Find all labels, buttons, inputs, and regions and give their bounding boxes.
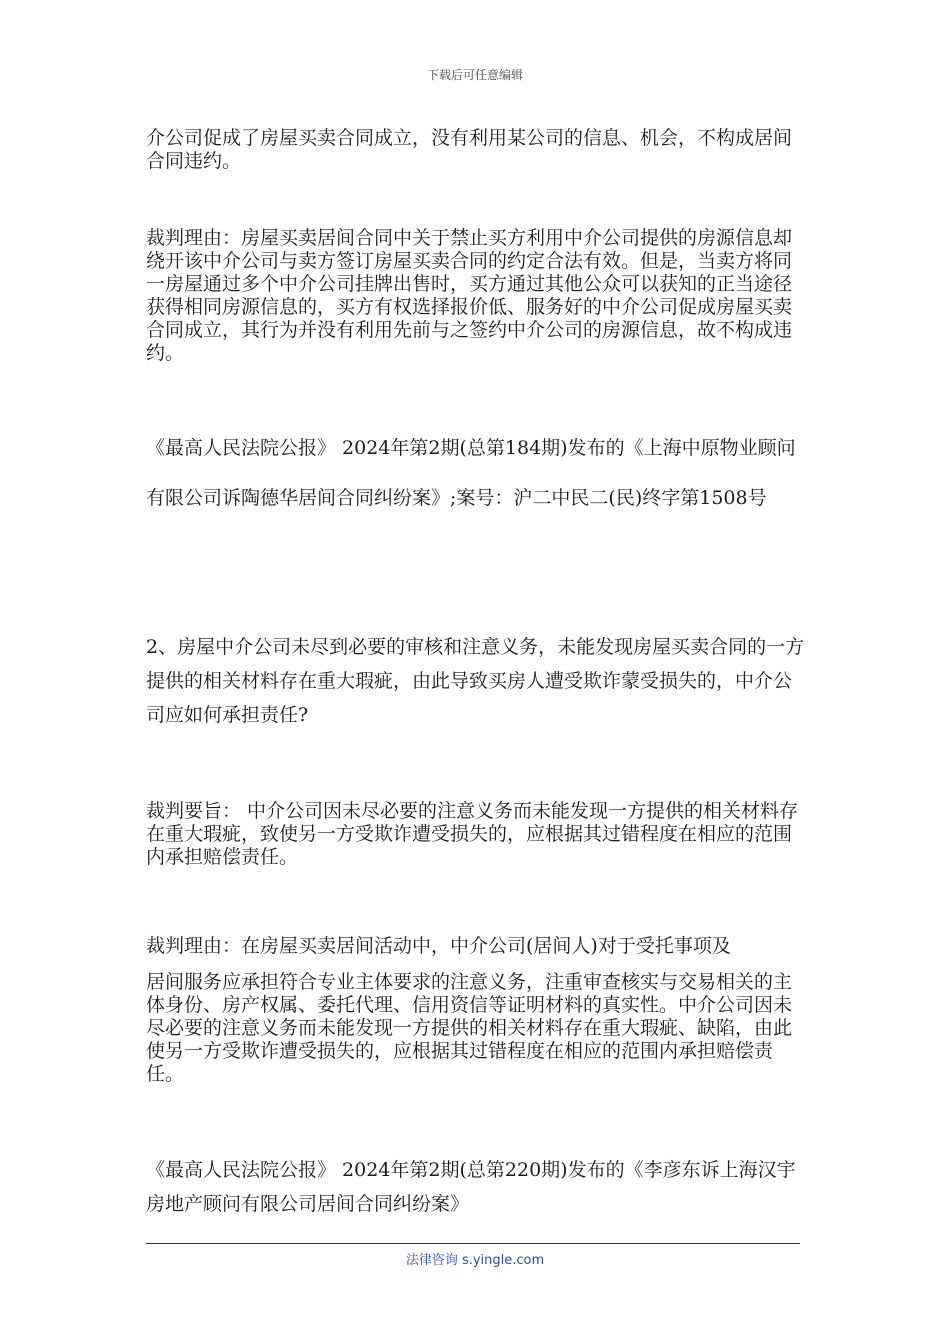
paragraph-1: 介公司促成了房屋买卖合同成立，没有利用某公司的信息、机会，不构成居间合同违约。 xyxy=(146,127,793,172)
paragraph-7-reasoning: 居间服务应承担符合专业主体要求的注意义务，注重审查核实与交易相关的主体身份、房产权属、委托代理、信用资信等证明材料的真实性。中介公司因未尽必要的注意义务而未能发现一方提供的相关材料存在重大瑕疵、缺陷，由此使另一方受欺诈遭受损失的，应根据其过错程度在相应的范围内承担赔偿责任。 xyxy=(146,971,793,1085)
paragraph-2: 裁判理由：房屋买卖居间合同中关于禁止买方利用中介公司提供的房源信息却绕开该中介公司与卖方签订房屋买卖合同的约定合法有效。但是，当卖方将同一房屋通过多个中介公司挂牌出售时，买方通过其他公众可以获知的正当途径获得相同房源信息的，买方有权选择报价低、服务好的中介公司促成房屋买卖合同成立，其行为并没有利用先前与之签约中介公司的房源信息，故不构成违约。 xyxy=(146,227,793,364)
paragraph-5-holding: 裁判要旨： 中介公司因未尽必要的注意义务而未能发现一方提供的相关材料存在重大瑕疵，致使另一方受欺诈遭受损失的，应根据其过错程度在相应的范围内承担赔偿责任。 xyxy=(146,800,799,868)
footer-link[interactable]: 法律咨询 s.yingle.com xyxy=(405,1253,545,1268)
paragraph-8-citation: 《最高人民法院公报》 2024年第2期(总第220期)发布的《李彦东诉上海汉宇房地产顾问有限公司居间合同纠纷案》 xyxy=(146,1159,796,1215)
paragraph-3-citation: 《最高人民法院公报》 2024年第2期(总第184期)发布的《上海中原物业顾问有限公司诉陶德华居间合同纠纷案》;案号：沪二中民二(民)终字第1508号 xyxy=(146,437,796,509)
paragraph-6-reasoning-start: 裁判理由：在房屋买卖居间活动中，中介公司(居间人)对于受托事项及 xyxy=(146,935,731,957)
footer-divider xyxy=(146,1243,800,1244)
paragraph-4-question: 2、房屋中介公司未尽到必要的审核和注意义务，未能发现房屋买卖合同的一方提供的相关材料存在重大瑕疵，由此导致买房人遭受欺诈蒙受损失的，中介公司应如何承担责任? xyxy=(146,636,805,726)
page-header: 下载后可任意编辑 xyxy=(426,68,523,82)
